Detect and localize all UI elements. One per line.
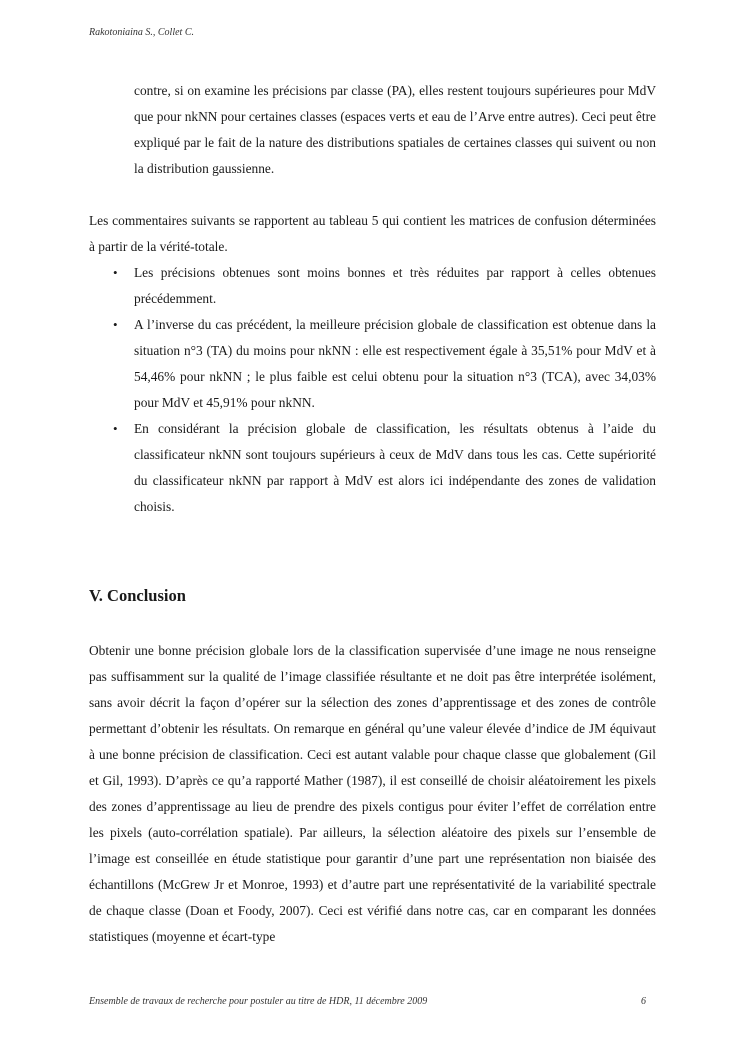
list-item xyxy=(89,312,656,416)
page-body xyxy=(89,78,656,950)
continuation-paragraph: contre, si on examine les précisions par classe (PA), elles restent toujours supérieures pour MdV que pour nkNN pour certaines classes (espaces verts et eau de l’Arve entre autres). Ceci peut être expliqué par le fait de la nature des distributions spatiales de certaines classes qui suivent ou non la distribution gaussienne. xyxy=(134,83,656,176)
bullet-text: Les précisions obtenues sont moins bonnes et très réduites par rapport à celles obtenues précédemment. xyxy=(134,265,656,306)
running-head: Rakotoniaina S., Collet C. xyxy=(89,27,194,38)
bullet-icon: • xyxy=(113,421,118,436)
conclusion-paragraph: Obtenir une bonne précision globale lors de la classification supervisée d’une image ne nous renseigne pas suffisamment sur la qualité de l’image classifiée résultante et ne doit pas être interprétée isolément, sans avoir décrit la façon d’opérer sur la sélection des zones d’apprentissage et des zones de contrôle permettant d’obtenir les résultats. On remarque en général qu’une valeur élevée d’indice de JM équivaut à une bonne précision de classification. Ceci est autant valable pour chaque classe que globalement (Gil et Gil, 1993). D’après ce qu’a rapporté Mather (1987), il est conseillé de choisir aléatoirement les pixels des zones d’apprentissage au lieu de prendre des pixels contigus pour éviter l’effet de corrélation entre les pixels (auto-corrélation spatiale). Par ailleurs, la sélection aléatoire des pixels sur l’ensemble de l’image est conseillée en étude statistique pour garantir d’une part une représentation non biaisée des échantillons (McGrew Jr et Monroe, 1993) et d’autre part une représentativité de la variabilité spectrale de chaque classe (Doan et Foody, 2007). Ceci est vérifié dans notre cas, car en comparant les données statistiques (moyenne et écart-type xyxy=(89,643,656,944)
bullet-text: En considérant la précision globale de classification, les résultats obtenus à l’aide du classificateur nkNN sont toujours supérieurs à ceux de MdV dans tous les cas. Cette supériorité du classificateur nkNN par rapport à MdV est alors ici indépendante des zones de validation choisis. xyxy=(134,421,656,514)
intro-paragraph: Les commentaires suivants se rapportent au tableau 5 qui contient les matrices de confusion déterminées à partir de la vérité-totale. xyxy=(89,213,656,254)
list-item xyxy=(89,416,656,520)
bullet-icon: • xyxy=(113,317,118,332)
page-footer xyxy=(89,996,656,1007)
footer-text: Ensemble de travaux de recherche pour postuler au titre de HDR, 11 décembre 2009 xyxy=(89,996,428,1007)
list-item xyxy=(89,260,656,312)
bullet-list xyxy=(89,260,656,520)
paragraph-gap xyxy=(89,182,656,208)
bullet-text: A l’inverse du cas précédent, la meilleure précision globale de classification est obtenue dans la situation n°3 (TA) du moins pour nkNN : elle est respectivement égale à 35,51% pour MdV et à 54,46% pour nkNN ; le plus faible est celui obtenu pour la situation n°3 (TCA), avec 34,03% pour MdV et 45,91% pour nkNN. xyxy=(134,317,656,410)
section-title: V. Conclusion xyxy=(89,586,186,605)
section-gap xyxy=(89,520,656,583)
page-number: 6 xyxy=(641,996,646,1007)
bullet-icon: • xyxy=(113,265,118,280)
section-gap xyxy=(89,609,656,638)
